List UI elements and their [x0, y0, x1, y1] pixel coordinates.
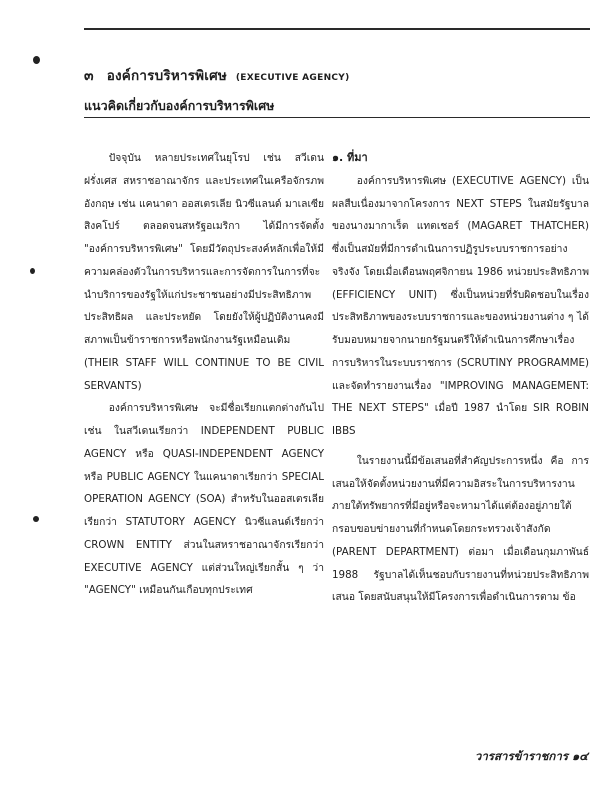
body-paragraph: ในรายงานนี้มีข้อเสนอที่สำคัญประการหนึ่ง คือ การเสนอให้จัดตั้งหน่วยงานที่มีความอิสระในการบริหารงานภายใต้ทรัพยากรที่มีอยู่หรือจะหามาได้แต่ต้องอยู่ภายใต้กรอบขอบข่ายงานที่กำหนดโดยกระทรวงเจ้าสังกัด (PARENT DEPARTMENT) ต่อมา เมื่อเดือนกุมภาพันธ์ 1988 รัฐบาลได้เห็นชอบกับรายงานที่หน่วยประสิทธิภาพเสนอ โดยสนับสนุนให้มีโครงการเพื่อดำเนินการตาม ข้อ — [332, 454, 589, 604]
left-column — [84, 147, 324, 602]
chapter-title-thai: องค์การบริหารพิเศษ — [106, 68, 227, 84]
section-title: ๑. ที่มา — [332, 151, 368, 164]
chapter-heading — [84, 64, 590, 87]
margin-mark — [33, 56, 40, 64]
top-rule — [84, 28, 590, 30]
right-column — [332, 147, 589, 609]
body-paragraph: องค์การบริหารพิเศษ (EXECUTIVE AGENCY) เป็นผลสืบเนื่องมาจากโครงการ NEXT STEPS ในสมัยรัฐบาลของนางมากาเร็ต แทตเชอร์ (MAGARET THATCHER) ซึ่งเป็นสมัยที่มีการดำเนินการปฏิรูประบบราชการอย่างจริงจัง โดยเมื่อเดือนพฤศจิกายน 1986 หน่วยประสิทธิภาพ (EFFICIENCY UNIT) ซึ่งเป็นหน่วยที่รับผิดชอบในเรื่องประสิทธิภาพของระบบราชการและของหน่วยงานต่าง ๆ ได้รับมอบหมายจากนายกรัฐมนตรีให้ดำเนินการศึกษาเรื่องการบริหารในระบบราชการ (SCRUTINY PROGRAMME) และจัดทำรายงานเรื่อง "IMPROVING MANAGEMENT: THE NEXT STEPS" เมื่อปี 1987 นำโดย SIR ROBIN IBBS — [332, 174, 589, 437]
margin-mark — [30, 268, 35, 274]
footer-journal-title: วารสารข้าราชการ ๑๔ — [474, 749, 588, 763]
body-paragraph: ปัจจุบัน หลายประเทศในยุโรป เช่น สวีเดน ฝรั่งเศส สหราชอาณาจักร และประเทศในเครือจักรภพอังกฤษ เช่น แคนาดา ออสเตรเลีย นิวซีแลนด์ มาเลเซีย สิงคโปร์ ตลอดจนสหรัฐอเมริกา ได้มีการจัดตั้ง "องค์การบริหารพิเศษ" โดยมีวัตถุประสงค์หลักเพื่อให้มีความคล่องตัวในการบริหารและการจัดการในการที่จะนำบริการของรัฐให้แก่ประชาชนอย่างมีประสิทธิภาพ ประสิทธิผล และประหยัด โดยยังให้ผู้ปฏิบัติงานคงมีสภาพเป็นข้าราชการหรือพนักงานรัฐเหมือนเดิม (THEIR STAFF WILL CONTINUE TO BE CIVIL SERVANTS) — [84, 152, 324, 392]
body-paragraph: องค์การบริหารพิเศษ จะมีชื่อเรียกแตกต่างกันไป เช่น ในสวีเดนเรียกว่า INDEPENDENT PUBLIC AGENCY หรือ QUASI-INDEPENDENT AGENCY หรือ PUBLIC AGENCY ในแคนาดาเรียกว่า SPECIAL OPERATION AGENCY (SOA) สำหรับในออสเตรเลียเรียกว่า STATUTORY AGENCY นิวซีแลนด์เรียกว่า CROWN ENTITY ส่วนในสหราชอาณาจักรเรียกว่า EXECUTIVE AGENCY แต่ส่วนใหญ่เรียกสั้น ๆ ว่า "AGENCY" เหมือนกันเกือบทุกประเทศ — [84, 402, 324, 597]
margin-mark — [33, 516, 39, 522]
section-subtitle: แนวคิดเกี่ยวกับองค์การบริหารพิเศษ — [84, 98, 275, 113]
chapter-number: ๓ — [84, 68, 94, 84]
subtitle-rule — [84, 117, 590, 118]
chapter-title-english: (EXECUTIVE AGENCY) — [235, 73, 350, 83]
